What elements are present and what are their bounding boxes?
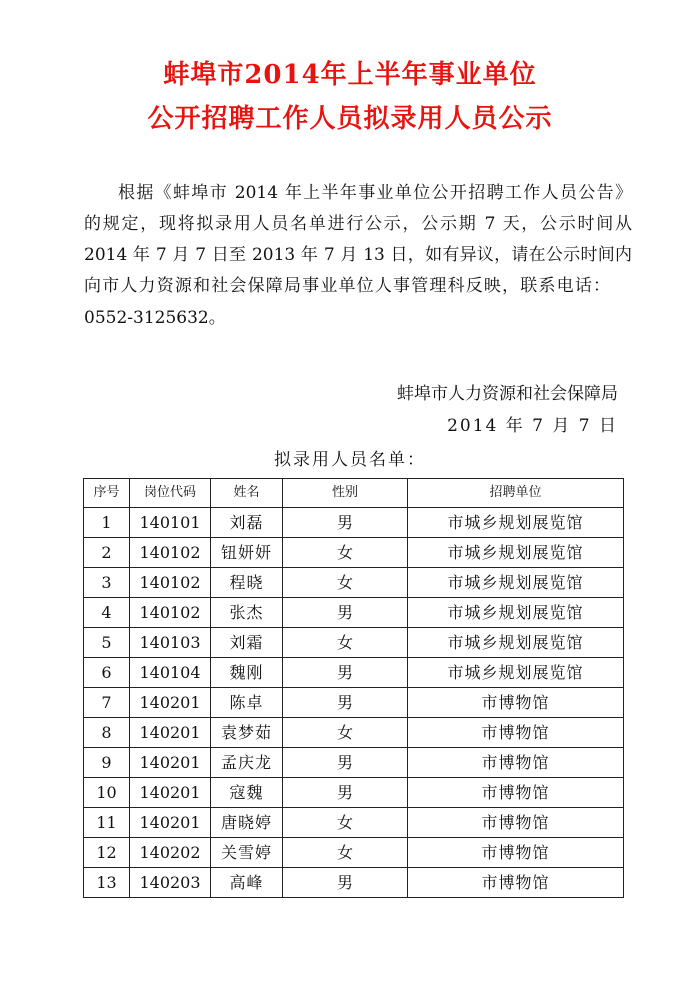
cell-position-code: 140103 [130,628,211,658]
cell-position-code: 140201 [130,718,211,748]
cell-hiring-unit: 市城乡规划展览馆 [408,658,624,688]
cell-hiring-unit: 市城乡规划展览馆 [408,568,624,598]
cell-hiring-unit: 市博物馆 [408,838,624,868]
cell-index: 12 [84,838,130,868]
cell-index: 10 [84,778,130,808]
cell-index: 7 [84,688,130,718]
cell-name: 关雪婷 [211,838,283,868]
cell-hiring-unit: 市博物馆 [408,808,624,838]
table-row [84,508,624,538]
column-header-gender: 性别 [283,479,408,508]
cell-gender: 男 [283,688,408,718]
notice-title-line-2: 公开招聘工作人员拟录用人员公示 [147,104,553,134]
column-header-hiring-unit: 招聘单位 [408,479,624,508]
cell-index: 5 [84,628,130,658]
cell-hiring-unit: 市博物馆 [408,688,624,718]
issue-date: 2014 年 7 月 7 日 [447,416,618,436]
cell-name: 钮妍妍 [211,538,283,568]
table-row [84,808,624,838]
cell-name: 唐晓婷 [211,808,283,838]
cell-gender: 男 [283,508,408,538]
roster-body [84,508,624,898]
cell-name: 刘霜 [211,628,283,658]
table-row [84,778,624,808]
cell-gender: 女 [283,808,408,838]
cell-index: 8 [84,718,130,748]
column-header-index: 序号 [84,479,130,508]
table-row [84,718,624,748]
cell-hiring-unit: 市博物馆 [408,718,624,748]
cell-hiring-unit: 市城乡规划展览馆 [408,538,624,568]
roster-table [83,478,624,898]
cell-hiring-unit: 市博物馆 [408,868,624,898]
cell-gender: 女 [283,628,408,658]
cell-gender: 男 [283,868,408,898]
cell-gender: 女 [283,838,408,868]
table-row [84,538,624,568]
notice-body-line: 2014 年 7 月 7 日至 2013 年 7 月 13 日，如有异议，请在公示时间内 [84,245,632,265]
cell-name: 张杰 [211,598,283,628]
cell-position-code: 140102 [130,598,211,628]
table-row [84,688,624,718]
cell-name: 孟庆龙 [211,748,283,778]
cell-index: 1 [84,508,130,538]
cell-index: 2 [84,538,130,568]
table-row [84,658,624,688]
cell-gender: 女 [283,568,408,598]
roster-header-row [84,479,624,508]
notice-title-line-1: 蚌埠市2014年上半年事业单位 [163,60,537,90]
issuer-name: 蚌埠市人力资源和社会保障局 [397,384,618,404]
cell-index: 11 [84,808,130,838]
notice-body-line: 向市人力资源和社会保障局事业单位人事管理科反映，联系电话： [84,276,610,296]
notice-body-line: 的规定，现将拟录用人员名单进行公示，公示期 7 天，公示时间从 [84,214,632,234]
cell-hiring-unit: 市城乡规划展览馆 [408,508,624,538]
table-row [84,628,624,658]
cell-name: 袁梦茹 [211,718,283,748]
table-row [84,838,624,868]
cell-gender: 男 [283,778,408,808]
cell-gender: 男 [283,658,408,688]
cell-index: 3 [84,568,130,598]
cell-position-code: 140102 [130,538,211,568]
cell-gender: 女 [283,718,408,748]
cell-position-code: 140201 [130,688,211,718]
cell-hiring-unit: 市博物馆 [408,778,624,808]
column-header-position-code: 岗位代码 [130,479,211,508]
cell-name: 魏刚 [211,658,283,688]
cell-hiring-unit: 市城乡规划展览馆 [408,598,624,628]
cell-position-code: 140202 [130,838,211,868]
cell-name: 高峰 [211,868,283,898]
table-row [84,598,624,628]
cell-name: 寇魏 [211,778,283,808]
cell-position-code: 140104 [130,658,211,688]
cell-position-code: 140102 [130,568,211,598]
table-row [84,748,624,778]
cell-name: 程晓 [211,568,283,598]
cell-hiring-unit: 市城乡规划展览馆 [408,628,624,658]
cell-hiring-unit: 市博物馆 [408,748,624,778]
table-row [84,568,624,598]
cell-index: 4 [84,598,130,628]
cell-position-code: 140203 [130,868,211,898]
cell-name: 陈卓 [211,688,283,718]
notice-body-line: 0552-3125632。 [84,308,226,328]
cell-gender: 男 [283,598,408,628]
table-row [84,868,624,898]
roster-title: 拟录用人员名单： [274,450,426,470]
cell-index: 6 [84,658,130,688]
cell-position-code: 140201 [130,748,211,778]
notice-body-line: 根据《蚌埠市 2014 年上半年事业单位公开招聘工作人员公告》 [118,183,632,203]
cell-position-code: 140201 [130,808,211,838]
cell-position-code: 140201 [130,778,211,808]
cell-index: 9 [84,748,130,778]
column-header-name: 姓名 [211,479,283,508]
cell-position-code: 140101 [130,508,211,538]
cell-gender: 女 [283,538,408,568]
cell-gender: 男 [283,748,408,778]
cell-name: 刘磊 [211,508,283,538]
cell-index: 13 [84,868,130,898]
